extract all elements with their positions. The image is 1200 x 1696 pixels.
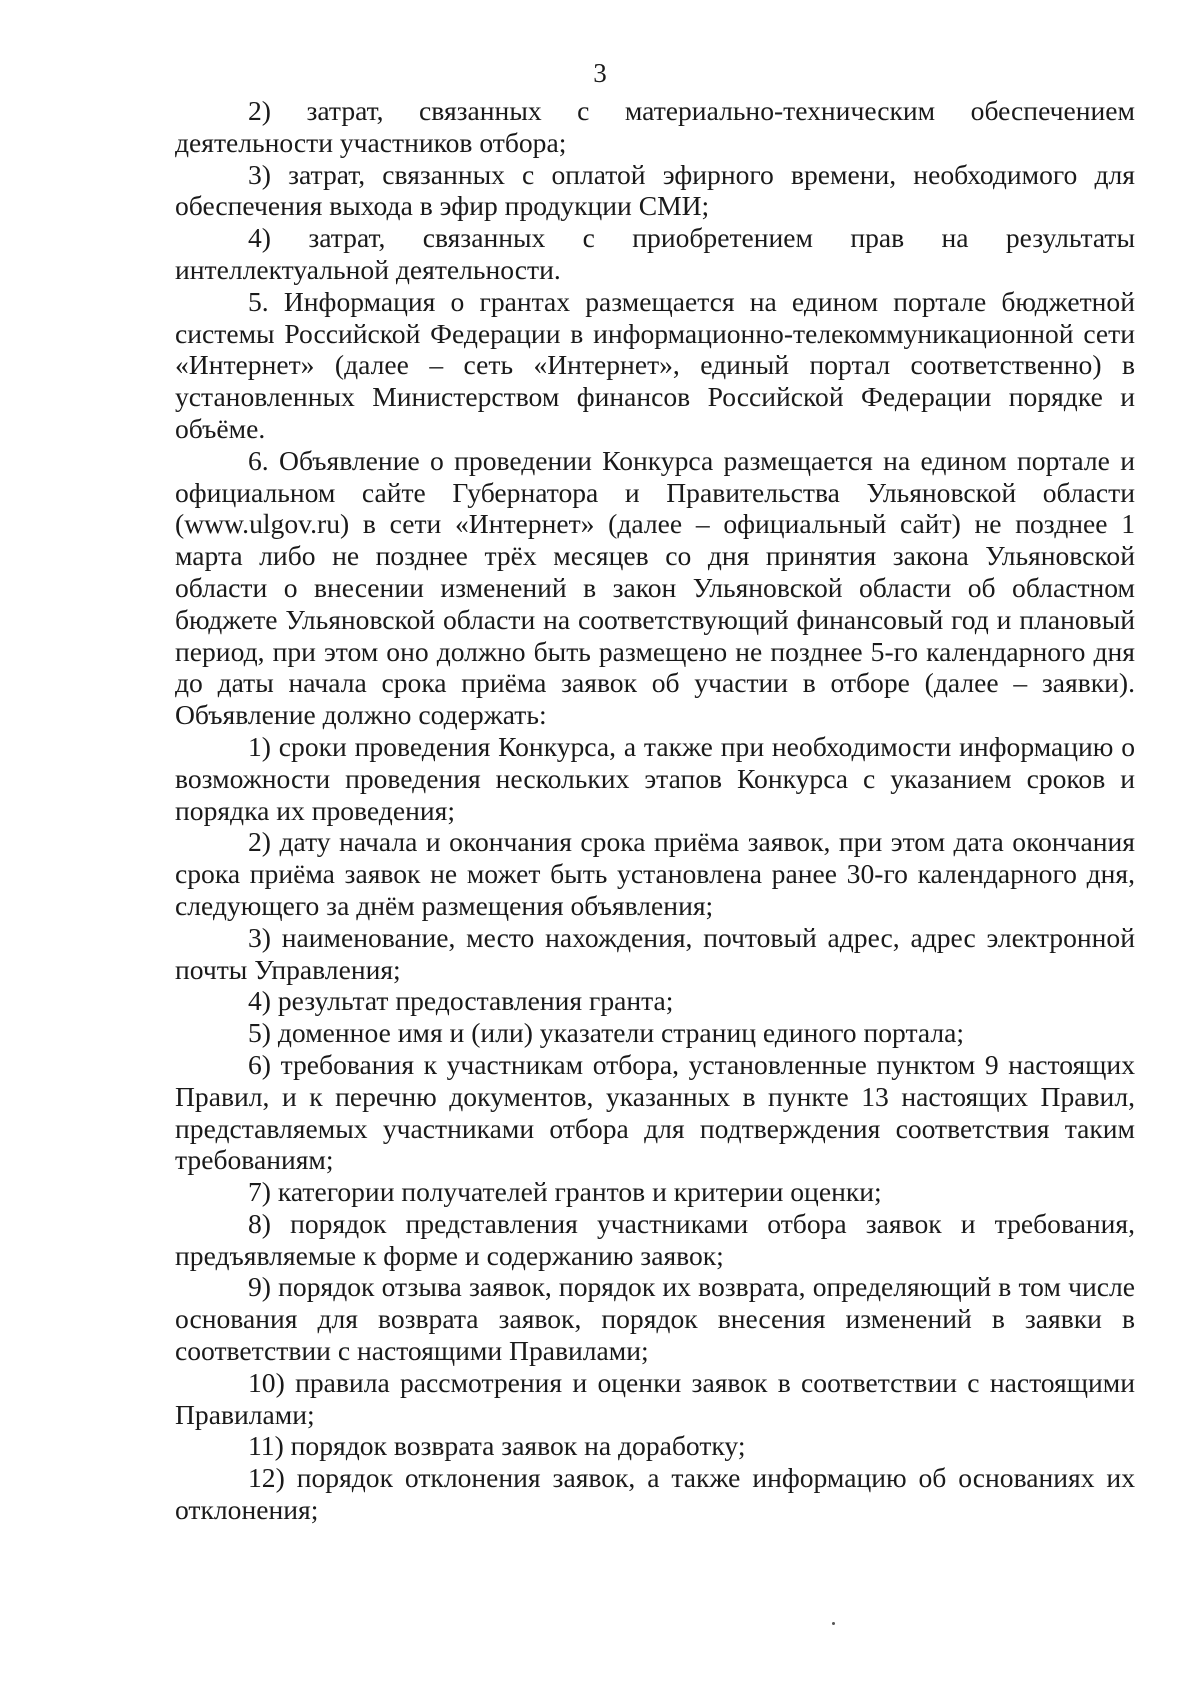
paragraph-announcement-item-1: 1) сроки проведения Конкурса, а также при необходимости информацию о возможности проведения нескольких этапов Конкурса с указанием сроков и порядка их проведения;: [175, 730, 1135, 826]
paragraph-clause-5: 5. Информация о грантах размещается на едином портале бюджетной системы Российской Федерации в информационно-телекоммуникационной сети «Интернет» (далее – сеть «Интернет», единый портал соответственно) в установленных Министерством финансов Российской Федерации порядке и объёме.: [175, 285, 1135, 444]
paragraph-announcement-item-5: 5) доменное имя и (или) указатели страниц единого портала;: [248, 1017, 965, 1049]
page-number: 3: [593, 58, 607, 88]
paragraph-announcement-item-10: 10) правила рассмотрения и оценки заявок в соответствии с настоящими Правилами;: [175, 1366, 1135, 1430]
paragraph-announcement-item-7: 7) категории получателей грантов и критерии оценки;: [248, 1176, 882, 1208]
paragraph-subitem-2-costs: 2) затрат, связанных с материально-техническим обеспечением деятельности участников отбора;: [175, 95, 1135, 158]
paragraph-announcement-item-9: 9) порядок отзыва заявок, порядок их возврата, определяющий в том числе основания для возврата заявок, порядок внесения изменений в заявки в соответствии с настоящими Правилами;: [175, 1271, 1135, 1367]
paragraph-clause-6: 6. Объявление о проведении Конкурса размещается на едином портале и официальном сайте Губернатора и Правительства Ульяновской области (www.ulgov.ru) в сети «Интернет» (далее – официальный сайт) не позднее 1 марта либо не позднее трёх месяцев со дня принятия закона Ульяновской области о внесении изменений в закон Ульяновской области об областном бюджете Ульяновской области на соответствующий финансовый год и плановый период, при этом оно должно быть размещено не позднее 5-го календарного дня до даты начала срока приёма заявок об участии в отборе (далее – заявки). Объявление должно содержать:: [175, 444, 1135, 731]
paragraph-announcement-item-12: 12) порядок отклонения заявок, а также информацию об основаниях их отклонения;: [175, 1462, 1135, 1526]
paragraph-announcement-item-2: 2) дату начала и окончания срока приёма заявок, при этом дата окончания срока приёма заявок не может быть установлена ранее 30-го календарного дня, следующего за днём размещения объявления;: [175, 826, 1135, 921]
document-body: [175, 95, 1135, 1526]
paragraph-subitem-4-costs: 4) затрат, связанных с приобретением прав на результаты интеллектуальной деятельности.: [175, 222, 1135, 285]
scan-speck: [832, 1622, 835, 1625]
paragraph-announcement-item-3: 3) наименование, место нахождения, почтовый адрес, адрес электронной почты Управления;: [175, 921, 1135, 985]
paragraph-announcement-item-11: 11) порядок возврата заявок на доработку;: [248, 1430, 746, 1462]
paragraph-subitem-3-costs: 3) затрат, связанных с оплатой эфирного времени, необходимого для обеспечения выхода в эфир продукции СМИ;: [175, 158, 1135, 222]
paragraph-announcement-item-4: 4) результат предоставления гранта;: [248, 985, 674, 1017]
paragraph-announcement-item-6: 6) требования к участникам отбора, установленные пунктом 9 настоящих Правил, и к перечню документов, указанных в пункте 13 настоящих Правил, представляемых участниками отбора для подтверждения соответствия таким требованиям;: [175, 1048, 1135, 1176]
paragraph-announcement-item-8: 8) порядок представления участниками отбора заявок и требования, предъявляемые к форме и содержанию заявок;: [175, 1207, 1135, 1271]
